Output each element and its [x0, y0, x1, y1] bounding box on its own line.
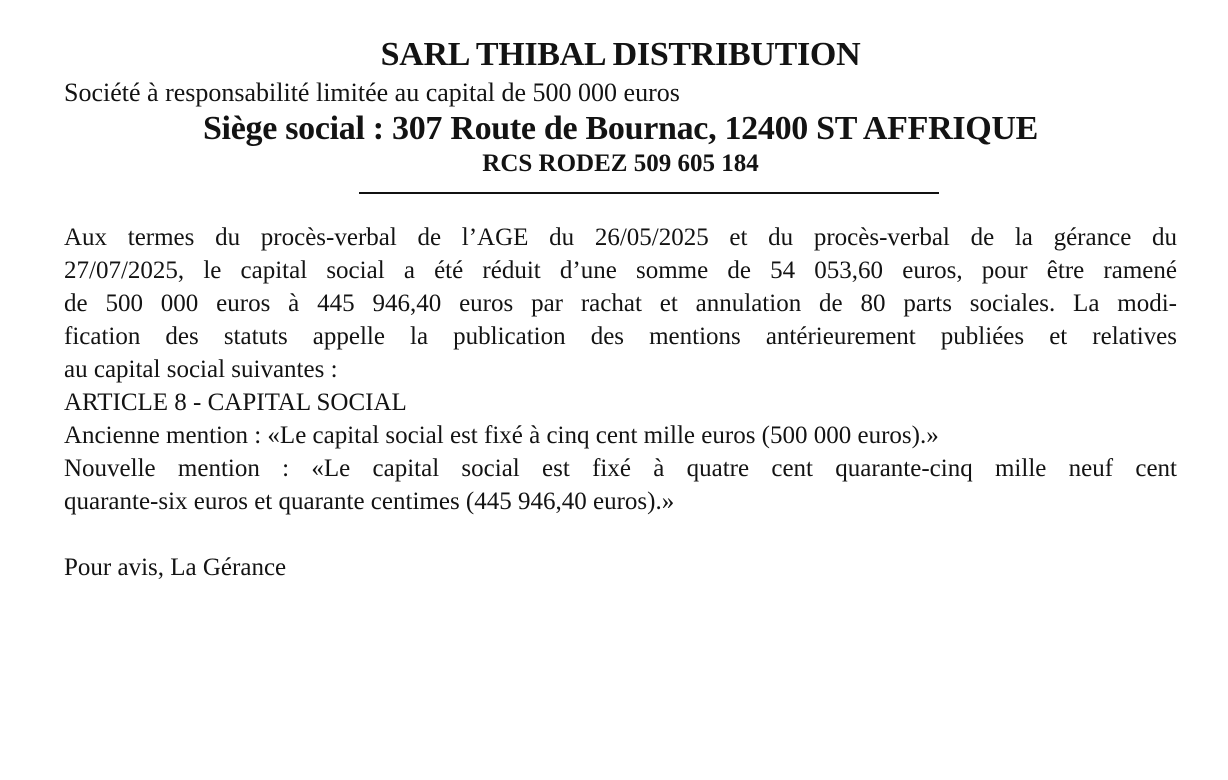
notice-line: au capital social suivantes : — [64, 356, 338, 383]
rcs-line: RCS RODEZ 509 605 184 — [482, 150, 759, 177]
notice-body — [64, 221, 1177, 518]
company-title: SARL THIBAL DISTRIBUTION — [380, 36, 861, 73]
notice-line-nouvelle-mention: Nouvelle mention : «Le capital social est fixé à quatre cent quarante-cinq mille neuf cent — [64, 455, 1177, 482]
head-office-line: Siège social : 307 Route de Bournac, 12400 ST AFFRIQUE — [202, 110, 1039, 147]
notice-line: quarante-six euros et quarante centimes (445 946,40 euros).» — [64, 488, 675, 515]
legal-form-line: Société à responsabilité limitée au capital de 500 000 euros — [64, 78, 680, 107]
header-divider — [359, 192, 939, 194]
notice-line: 27/07/2025, le capital social a été réduit d’une somme de 54 053,60 euros, pour être ramené — [64, 257, 1177, 284]
signature-line: Pour avis, La Gérance — [64, 554, 287, 581]
notice-line: fication des statuts appelle la publication des mentions antérieurement publiées et relatives — [64, 323, 1177, 350]
notice-line: Aux termes du procès-verbal de l’AGE du 26/05/2025 et du procès-verbal de la gérance du — [64, 224, 1177, 251]
notice-line-article-heading: ARTICLE 8 - CAPITAL SOCIAL — [64, 389, 407, 416]
notice-line: de 500 000 euros à 445 946,40 euros par rachat et annulation de 80 parts sociales. La modi- — [64, 290, 1177, 317]
notice-line-ancienne-mention: Ancienne mention : «Le capital social est fixé à cinq cent mille euros (500 000 euros).» — [64, 422, 939, 449]
